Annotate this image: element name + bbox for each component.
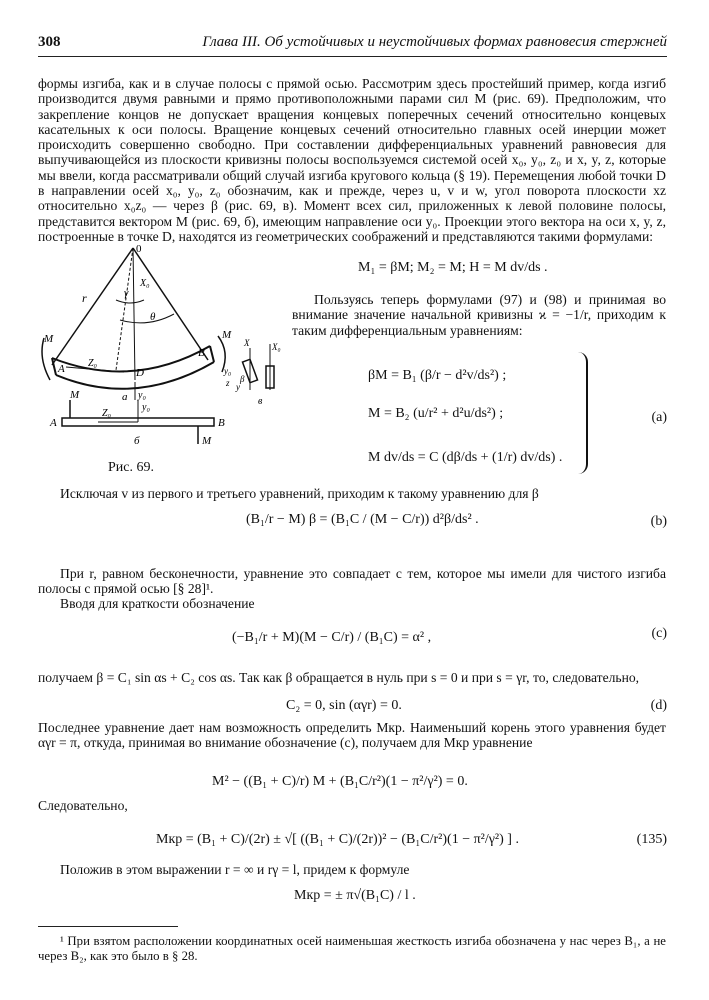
label-x0: X₀: [140, 278, 150, 289]
footnote: ¹ При взятом расположении координатных осей наименьшая жесткость изгиба обозначена у нас через B₁, а не через B₂, как это было в § 28.: [38, 934, 666, 963]
label-a: A: [58, 363, 65, 375]
gamma-arc: [116, 300, 144, 303]
paragraph-curvature: Пользуясь теперь формулами (97) и (98) и принимая во внимание значение начальной кривизны ϰ = −1/r, приходим к таким дифференциальным уравнениям:: [292, 292, 666, 338]
label-beta: β: [240, 374, 245, 384]
label-y0-top: y₀: [138, 390, 146, 401]
paragraph-critical: Последнее уравнение дает нам возможность определить Mкр. Наименьший корень этого уравнения будет αγr = π, откуда, принимая во внимание обозначение (c), получаем для Mкр уравнение: [38, 720, 666, 751]
paragraph-limit: Положив в этом выражении r = ∞ и rγ = l, придем к формуле: [60, 862, 410, 877]
paragraph-intro: формы изгиба, как и в случае полосы с прямой осью. Рассмотрим здесь простейший пример, когда изгиб производится двумя равными и прямо противоположными парами сил M (рис. 69). Предположим, что закрепление концов не допускает вращения концевых поперечных сечений относительно концевых касательных к оси полосы. Вращение концевых сечений относительно главных осей инерции может происходить совершенно свободно. При составлении дифференциальных уравнений равновесия для выпучивающейся из плоскости кривизны полосы воспользуемся системой осей x₀, y₀, z₀ и x, y, z, которые мы ввели, когда рассматривали общий случай изгиба кругового кольца (§ 19). Перемещения любой точки D в направлении осей x₀, y₀, z₀ обозначим, как и прежде, через u, v и w, угол поворота плоскости xz относительно x₀z₀ — через β (рис. 69, в). Момент всех сил, приложенных к левой половине полосы, представится вектором M (рис. 69, б), имеющим направление оси y₀. Проекции этого вектора на оси x, y, z, построенные в точке D, находятся из геометрических соображений и представляются такими формулами:: [38, 76, 666, 244]
label-x0-small: X₀: [272, 342, 281, 352]
figure-caption: Рис. 69.: [108, 460, 154, 475]
paragraph-infinity: При r, равном бесконечности, уравнение это совпадает с тем, которое мы имели для чистого изгиба полосы с прямой осью [§ 28]¹.: [38, 566, 666, 597]
tag-c: (c): [651, 626, 667, 641]
label-m-bottom-left: M: [70, 389, 80, 401]
chapter-title: Глава III. Об устойчивых и неустойчивых формах равновесия стержней: [202, 34, 667, 50]
figure-69: [38, 240, 288, 480]
radius-left: [52, 248, 133, 365]
paragraph-eliminate: Исключая v из первого и третьего уравнений, приходим к такому уравнению для β: [60, 486, 539, 501]
page-number: 308: [38, 34, 61, 50]
tag-a: (a): [651, 410, 667, 425]
equation-system-brace: [568, 352, 588, 474]
paragraph-notation: Вводя для краткости обозначение: [60, 596, 255, 611]
theta-arc: [120, 314, 174, 323]
label-y0-small: y₀: [224, 366, 232, 376]
equation-a2: M = B₂ (u/r² + d²u/ds²) ;: [368, 406, 504, 421]
label-z-small: z: [226, 378, 230, 388]
radius-center: [133, 248, 135, 380]
label-z0-bottom: Z₀: [102, 408, 112, 419]
label-z0: Z₀: [88, 358, 98, 369]
footnote-rule: [38, 926, 178, 927]
equation-a3: M dv/ds = C (dβ/ds + (1/r) dv/ds) .: [368, 450, 563, 465]
label-m-bottom-right: M: [202, 435, 212, 447]
label-d: D: [136, 367, 144, 379]
label-a-bottom: A: [50, 417, 57, 429]
radius-right: [133, 248, 208, 360]
label-fig-a: a: [122, 391, 128, 403]
label-theta: θ: [150, 311, 156, 323]
equation-b: (B₁/r − M) β = (B₁C / (M − C/r)) d²β/ds² .: [246, 512, 479, 527]
label-x-small: X: [244, 338, 250, 348]
tag-b: (b): [650, 514, 667, 529]
equation-c: (−B₁/r + M)(M − C/r) / (B₁C) = α² ,: [232, 630, 432, 645]
paragraph-solution: получаем β = C₁ sin αs + C₂ cos αs. Так как β обращается в нуль при s = 0 и при s = γr, то, следовательно,: [38, 670, 640, 685]
label-b-bottom: B: [218, 417, 225, 429]
equation-d: C₂ = 0, sin (αγr) = 0.: [286, 698, 402, 713]
bar-end-right: [210, 346, 214, 362]
tag-d: (d): [650, 698, 667, 713]
page-header: [38, 34, 667, 57]
label-b: B: [198, 347, 205, 359]
figure-69-drawing: [38, 240, 288, 480]
label-m-right: M: [222, 329, 232, 341]
label-v: в: [258, 396, 263, 407]
equation-moments: M₁ = βM; M₂ = M; H = M dv/ds .: [358, 260, 548, 275]
tag-135: (135): [636, 832, 667, 847]
label-y-small: y: [236, 382, 240, 392]
equation-a1: βM = B₁ (β/r − d²v/ds²) ;: [368, 368, 507, 383]
equation-quadratic: M² − ((B₁ + C)/r) M + (B₁C/r²)(1 − π²/γ²) = 0.: [212, 774, 468, 789]
label-r: r: [82, 291, 87, 305]
label-gamma: γ: [124, 287, 129, 299]
label-fig-b: б: [134, 435, 140, 447]
equation-135: Mкр = (B₁ + C)/(2r) ± √[ ((B₁ + C)/(2r))² − (B₁C/r²)(1 − π²/γ²) ] .: [156, 832, 519, 847]
label-y0-bottom: y₀: [142, 402, 150, 413]
label-o: 0: [136, 243, 142, 255]
radius-d: [116, 248, 133, 370]
paragraph-therefore: Следовательно,: [38, 798, 128, 813]
equation-final: Mкр = ± π√(B₁C) / l .: [294, 888, 416, 903]
label-m-left: M: [44, 333, 54, 345]
